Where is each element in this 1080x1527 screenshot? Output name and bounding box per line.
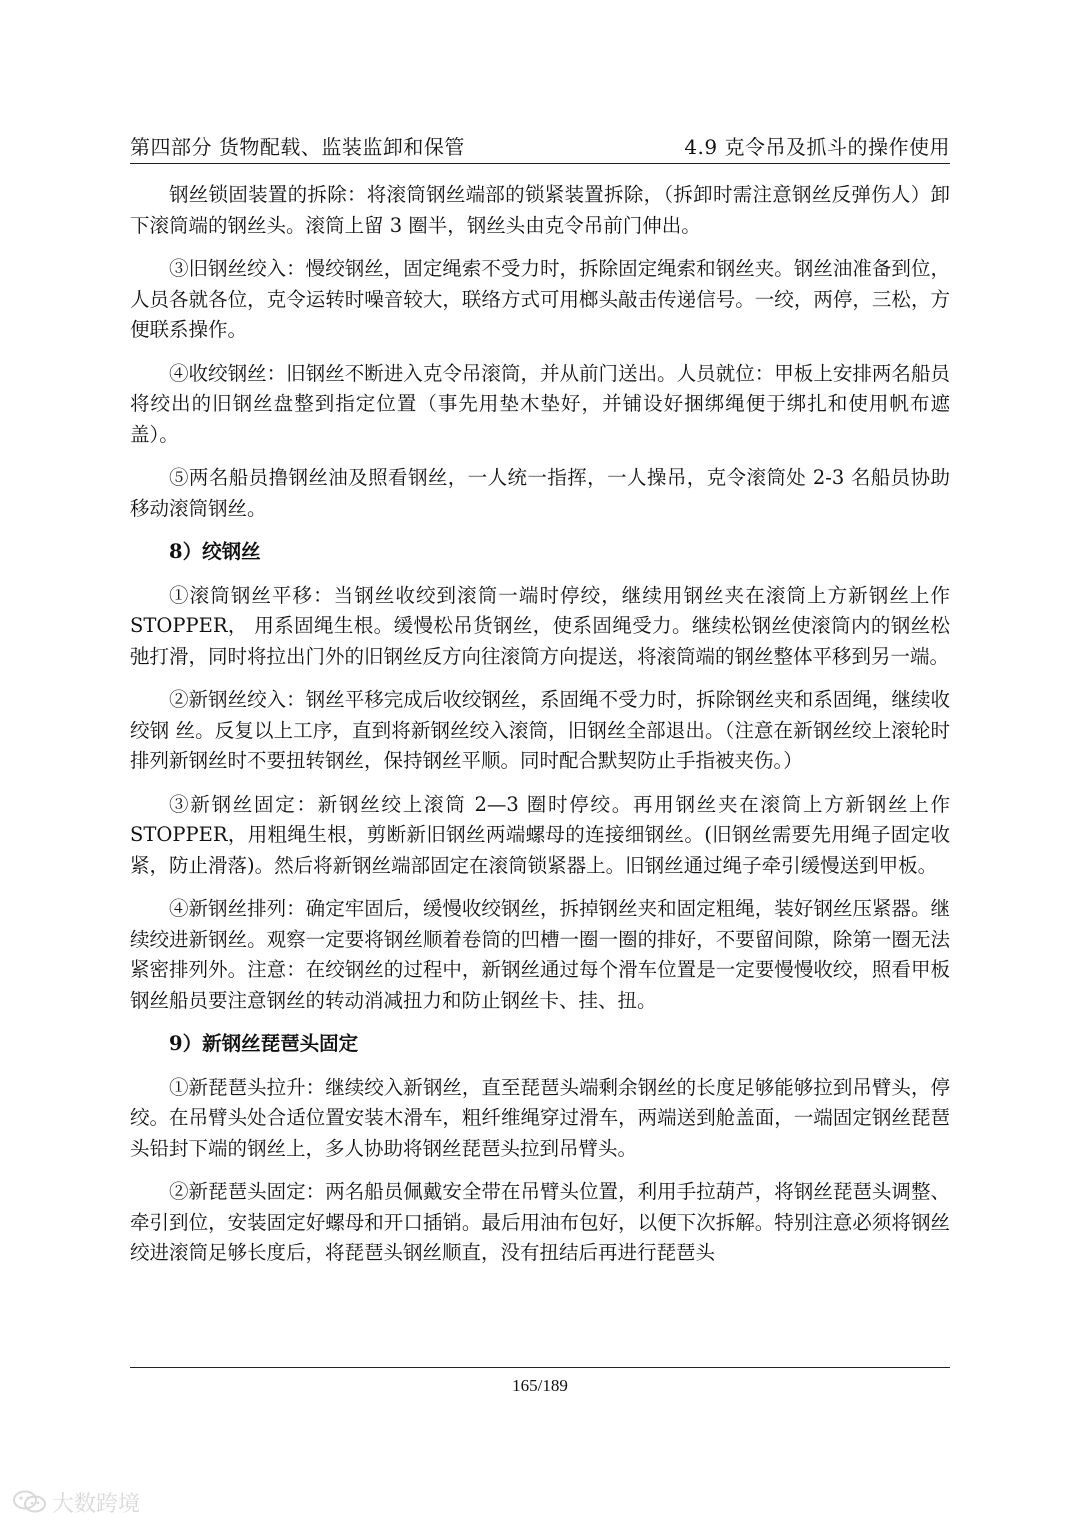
section-heading-8: 8）绞钢丝: [169, 540, 261, 563]
header-divider: [130, 163, 950, 164]
header-chapter-title: 4.9 克令吊及抓斗的操作使用: [684, 135, 950, 159]
watermark-text: 大数跨境: [52, 1491, 141, 1517]
page-header: [130, 130, 950, 160]
paragraph: ②新琵琶头固定：两名船员佩戴安全带在吊臂头位置，利用手拉葫芦，将钢丝琵琶头调整、牵引到位，安装固定好螺母和开口插销。最后用油布包好，以便下次拆解。特别注意必须将钢丝绞进滚筒足够长度后，将琵琶头钢丝顺直，没有扭结后再进行琵琶头: [130, 1180, 950, 1264]
paragraph: ④收绞钢丝：旧钢丝不断进入克令吊滚筒，并从前门送出。人员就位：甲板上安排两名船员将绞出的旧钢丝盘整到指定位置（事先用垫木垫好，并铺设好捆绑绳便于绑扎和使用帆布遮盖）。: [130, 361, 950, 446]
paragraph: 钢丝锁固装置的拆除：将滚筒钢丝端部的锁紧装置拆除，（拆卸时需注意钢丝反弹伤人）卸下滚筒端的钢丝头。滚筒上留 3 圈半，钢丝头由克令吊前门伸出。: [130, 183, 950, 237]
paragraph: ②新钢丝绞入：钢丝平移完成后收绞钢丝，系固绳不受力时，拆除钢丝夹和系固绳，继续收绞钢 丝。反复以上工序，直到将新钢丝绞入滚筒，旧钢丝全部退出。（注意在新钢丝绞上滚轮时排列新钢丝时不要扭转钢丝，保持钢丝平顺。同时配合默契防止手指被夹伤。）: [130, 688, 950, 772]
document-body: [130, 180, 950, 1282]
paragraph: ①滚筒钢丝平移：当钢丝收绞到滚筒一端时停绞，继续用钢丝夹在滚筒上方新钢丝上作 STOPPER， 用系固绳生根。缓慢松吊货钢丝，使系固绳受力。继续松钢丝使滚筒内的钢丝松弛打滑，同时将拉出门外的旧钢丝反方向往滚筒方向提送，将滚筒端的钢丝整体平移到另一端。: [130, 583, 950, 668]
paragraph: ⑤两名船员撸钢丝油及照看钢丝，一人统一指挥，一人操吊，克令滚筒处 2-3 名船员协助移动滚筒钢丝。: [130, 466, 950, 520]
section-heading-9: 9）新钢丝琵琶头固定: [169, 1032, 359, 1055]
wechat-logo-icon: [12, 1489, 48, 1515]
paragraph: ③新钢丝固定：新钢丝绞上滚筒 2—3 圈时停绞。再用钢丝夹在滚筒上方新钢丝上作 STOPPER，用粗绳生根，剪断新旧钢丝两端螺母的连接细钢丝。(旧钢丝需要先用绳子固定收紧，防止滑落)。然后将新钢丝端部固定在滚筒锁紧器上。旧钢丝通过绳子牵引缓慢送到甲板。: [130, 792, 950, 877]
header-section-title: 第四部分 货物配载、监装监卸和保管: [130, 135, 465, 159]
paragraph: ①新琵琶头拉升：继续绞入新钢丝，直至琵琶头端剩余钢丝的长度足够能够拉到吊臂头，停绞。在吊臂头处合适位置安装木滑车，粗纤维绳穿过滑车，两端送到舱盖面，一端固定钢丝琵琶头铅封下端的钢丝上，多人协助将钢丝琵琶头拉到吊臂头。: [130, 1075, 950, 1160]
watermark: [12, 1488, 140, 1516]
footer-divider: [130, 1367, 950, 1368]
paragraph: ③旧钢丝绞入：慢绞钢丝，固定绳索不受力时，拆除固定绳索和钢丝夹。钢丝油准备到位，人员各就各位，克令运转时噪音较大，联络方式可用榔头敲击传递信号。一绞，两停，三松，方便联系操作。: [130, 257, 950, 341]
paragraph: ④新钢丝排列：确定牢固后，缓慢收绞钢丝，拆掉钢丝夹和固定粗绳，装好钢丝压紧器。继续绞进新钢丝。观察一定要将钢丝顺着卷筒的凹槽一圈一圈的排好，不要留间隙，除第一圈无法紧密排列外。注意：在绞钢丝的过程中，新钢丝通过每个滑车位置是一定要慢慢收绞，照看甲板钢丝船员要注意钢丝的转动消减扭力和防止钢丝卡、挂、扭。: [130, 897, 950, 1012]
page-number: 165/189: [512, 1376, 568, 1395]
